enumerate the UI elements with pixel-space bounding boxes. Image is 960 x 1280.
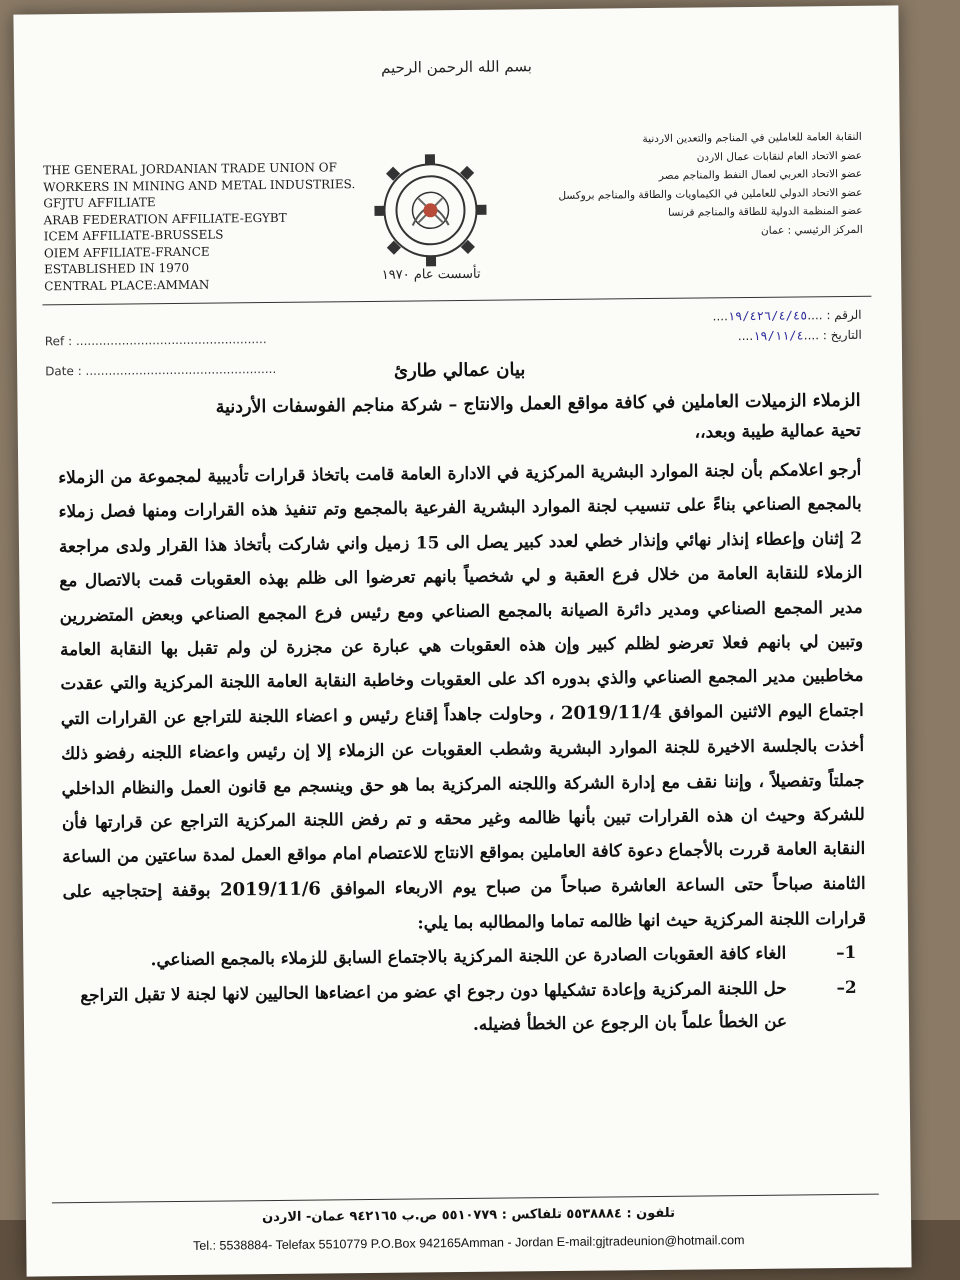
ref-label: Ref : <box>44 334 73 349</box>
arabic-letterhead <box>558 128 863 242</box>
demands-list <box>63 935 867 1044</box>
english-line: OIEM AFFILIATE-FRANCE <box>43 244 210 260</box>
demand-item <box>63 935 866 976</box>
demand-text: حل اللجنة المركزية وإعادة تشكيلها دون رجوع اي عضو من اعضاءها الحاليين لانها لجنة لا تقبل التراجع عن الخطأ علماً بان الرجوع عن الخطأ فضيله. <box>80 977 788 1034</box>
greeting: تحية عمالية طيبة وبعد،، <box>694 420 861 443</box>
english-line: THE GENERAL JORDANIAN TRADE UNION OF <box>42 160 338 178</box>
arabic-line: عضو الاتحاد العربي لعمال النفط والمناجم مصر <box>658 167 863 182</box>
arabic-line: عضو الاتحاد الدولي للعاملين في الكيماويات والطاقة والمناجم بروكسل <box>558 186 863 202</box>
english-line: CENTRAL PLACE:AMMAN <box>44 277 210 293</box>
letter-page <box>13 5 911 1276</box>
paragraph-text: أرجو اعلامكم بأن لجنة الموارد البشرية المركزية في الادارة العامة قامت باتخاذ قرارات تأديبية لمجموعة من الزملاء بالمجمع الصناعي بناءً على تنسيب لجنة الموارد البشرية الفرعية بالمجمع وتم تنفيذ هذه القرارات ومنها فصل زملاء 2 إثنان وإعطاء إنذار نهائي وإنذار خطي لعدد كبير يصل الى 15 زميل واني شاركت بأتخاذ هذا القرار ولدى مراجعة الزملاء للنقابة العامة من خلال فرع العقبة و لي شخصياً بانهم تعرضوا الى ظلم بهذه العقوبات قمت بالاتصال مع مدير المجمع الصناعي ومدير دائرة الصيانة بالمجمع الصناعي ومع رئيس فرع المجمع الصناعي وبعض المتضررين وتبين لي بانهم فعلا تعرضو لظلم كبير وإن هذه العقوبات هي عبارة عن مجزرة لن ولم تقبل بها النقابة العامة مخاطبين مدير المجمع الصناعي والذي بدوره اكد على العقوبات وخاطبة النقابة العامة اللجنة المركزية والتي عقدت اجتماع اليوم الاثنين الموافق <box>58 458 864 722</box>
meeting-date: 2019/11/4 <box>560 701 662 724</box>
statement-title: بيان عمالي طارئ <box>393 359 526 382</box>
arabic-line: عضو المنظمة الدولية للطاقة والمناجم فرنسا <box>668 204 863 219</box>
salutation: الزملاء الزميلات العاملين في كافة مواقع العمل والانتاج – شركة مناجم الفوسفات الأردنية <box>215 390 861 418</box>
demand-text: الغاء كافة العقوبات الصادرة عن اللجنة المركزية بالاجتماع السابق للزملاء بالمجمع الصناعي. <box>150 942 787 969</box>
english-line: ARAB FEDERATION AFFILIATE-EGYBT <box>43 210 287 227</box>
english-line: ICEM AFFILIATE-BRUSSELS <box>43 227 224 244</box>
union-gear-logo-icon <box>370 150 491 271</box>
english-line: WORKERS IN MINING AND METAL INDUSTRIES. <box>43 176 356 194</box>
number-label: الرقم : <box>826 307 862 323</box>
header-divider <box>42 296 871 306</box>
paragraph-text: بوقفة إحتجاجيه على قرارات اللجنة المركزية حيث انها ظالمه تماما والمطالبه بما يلي: <box>62 879 867 933</box>
footer-english-contact: Tel.: 5538884- Telefax 5510779 P.O.Box 942165Amman - Jordan E-mail:gjtradeunion@hotmail.com <box>193 1233 745 1253</box>
english-letterhead <box>43 159 374 294</box>
paragraph-text: ، وحاولت جاهداً إقناع رئيس و اعضاء اللجنة للتراجع عن القرارات التي أخذت بالجلسة الاخيرة للجنة الموارد البشرية وشطب العقوبات عن الزملاء إلا إن رئيس واعضاء اللجنه رفضو ذلك جملتاً وتفصيلاً ، وإننا نقف مع إدارة الشركة واللجنه المركزية بما هو حق وينسجم مع قانون العمل والنظام الداخلي للشركة وحيث ان هذه القرارات تبين بأنها ظالمه وغير محقه و تم رفض اللجنة المركزية التراجع عن قرارتها فأن النقابة العامة قررت بالأجماع دعوة كافة العاملين بمواقع الانتاج للاعتصام امام مواقع العمل لمدة ساعتين من الساعة الثامنة صباحاً حتى الساعة العاشرة صباحاً من صباح يوم الاربعاء الموافق <box>60 702 866 899</box>
date-label: Date : <box>45 363 82 379</box>
arabic-line: النقابة العامة للعاملين في المناجم والتعدين الاردنية <box>642 130 862 146</box>
body-paragraph <box>58 452 866 944</box>
number-value: ١٩/٤٢٦/٤/٤٥ <box>727 308 808 324</box>
established-arabic: تأسست عام ١٩٧٠ <box>381 266 481 283</box>
english-line: ESTABLISHED IN 1970 <box>44 260 190 277</box>
arabic-line: عضو الاتحاد العام لنقابات عمال الاردن <box>696 149 862 164</box>
demand-number: 2– <box>836 976 857 997</box>
arabic-ref-block: الرقم : ....١٩/٤٢٦/٤/٤٥.... التاريخ : ....١٩/١١/٤.... <box>712 307 862 344</box>
protest-date: 2019/11/6 <box>219 878 321 901</box>
english-line: GFJTU AFFILIATE <box>43 195 156 211</box>
demand-item <box>64 970 868 1044</box>
basmala: بسم الله الرحمن الرحيم <box>381 57 532 77</box>
ref-date-block: Ref : .................................................. Date : .................................................. <box>44 332 277 379</box>
footer-divider <box>52 1194 879 1204</box>
arabic-line: المركز الرئيسي : عمان <box>760 223 863 237</box>
date-label-ar: التاريخ : <box>822 327 862 343</box>
date-value: ١٩/١١/٤ <box>753 328 804 343</box>
demand-number: 1– <box>836 941 857 962</box>
footer-arabic-contact: تلفون : ٥٥٣٨٨٨٤ تلفاكس : ٥٥١٠٧٧٩ ص.ب ٩٤٢١٦٥ عمان- الاردن <box>262 1205 676 1226</box>
letter-body <box>57 386 867 1047</box>
